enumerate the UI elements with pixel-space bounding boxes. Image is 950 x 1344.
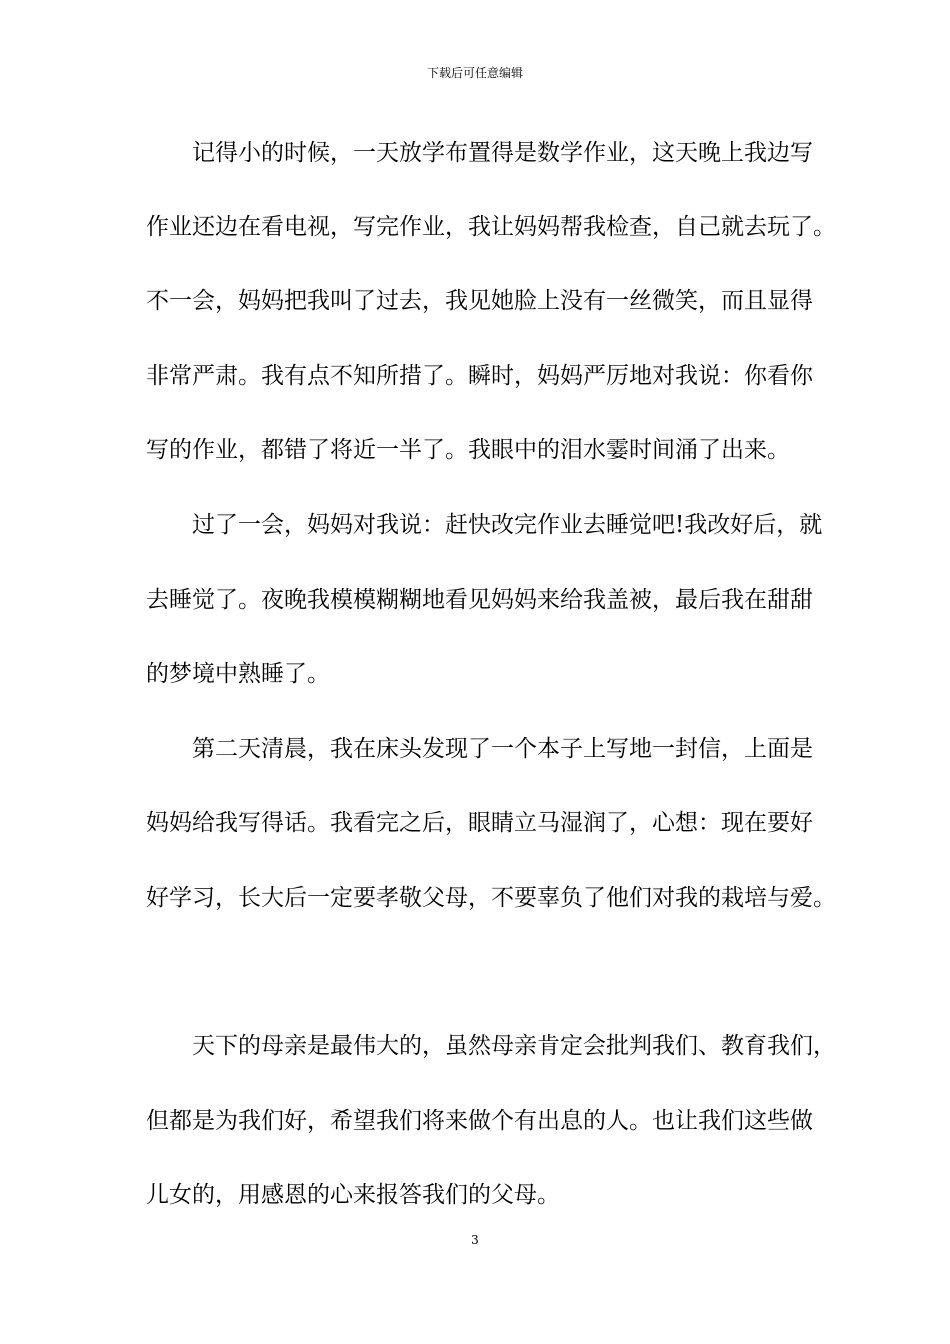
page-header: 下载后可任意编辑 [426,66,523,80]
paragraph-line: 但都是为我们好，希望我们将来做个有出息的人。也让我们这些做 [146,1108,813,1134]
paragraph-line: 记得小的时候，一天放学布置得是数学作业，这天晚上我边写 [192,140,813,166]
paragraph-line: 妈妈给我写得话。我看完之后，眼睛立马湿润了，心想：现在要好 [146,810,813,836]
paragraph-line: 不一会，妈妈把我叫了过去，我见她脸上没有一丝微笑，而且显得 [146,288,813,314]
paragraph-line: 过了一会，妈妈对我说：赶快改完作业去睡觉吧!我改好后，就 [192,512,823,538]
page-number: 3 [471,1233,479,1247]
paragraph-line: 的梦境中熟睡了。 [146,661,330,687]
paragraph-line: 第二天清晨，我在床头发现了一个本子上写地一封信，上面是 [192,736,813,762]
paragraph-line: 儿女的，用感恩的心来报答我们的父母。 [146,1182,560,1208]
paragraph-line: 天下的母亲是最伟大的，虽然母亲肯定会批判我们、教育我们， [192,1033,836,1059]
paragraph-line: 好学习，长大后一定要孝敬父母，不要辜负了他们对我的栽培与爱。 [146,885,836,911]
paragraph-line: 写的作业，都错了将近一半了。我眼中的泪水霎时间涌了出来。 [146,437,790,463]
paragraph-line: 去睡觉了。夜晚我模模糊糊地看见妈妈来给我盖被，最后我在甜甜 [146,587,813,613]
paragraph-line: 作业还边在看电视，写完作业，我让妈妈帮我检查，自己就去玩了。 [146,214,836,240]
paragraph-line: 非常严肃。我有点不知所措了。瞬时，妈妈严厉地对我说：你看你 [146,363,813,389]
